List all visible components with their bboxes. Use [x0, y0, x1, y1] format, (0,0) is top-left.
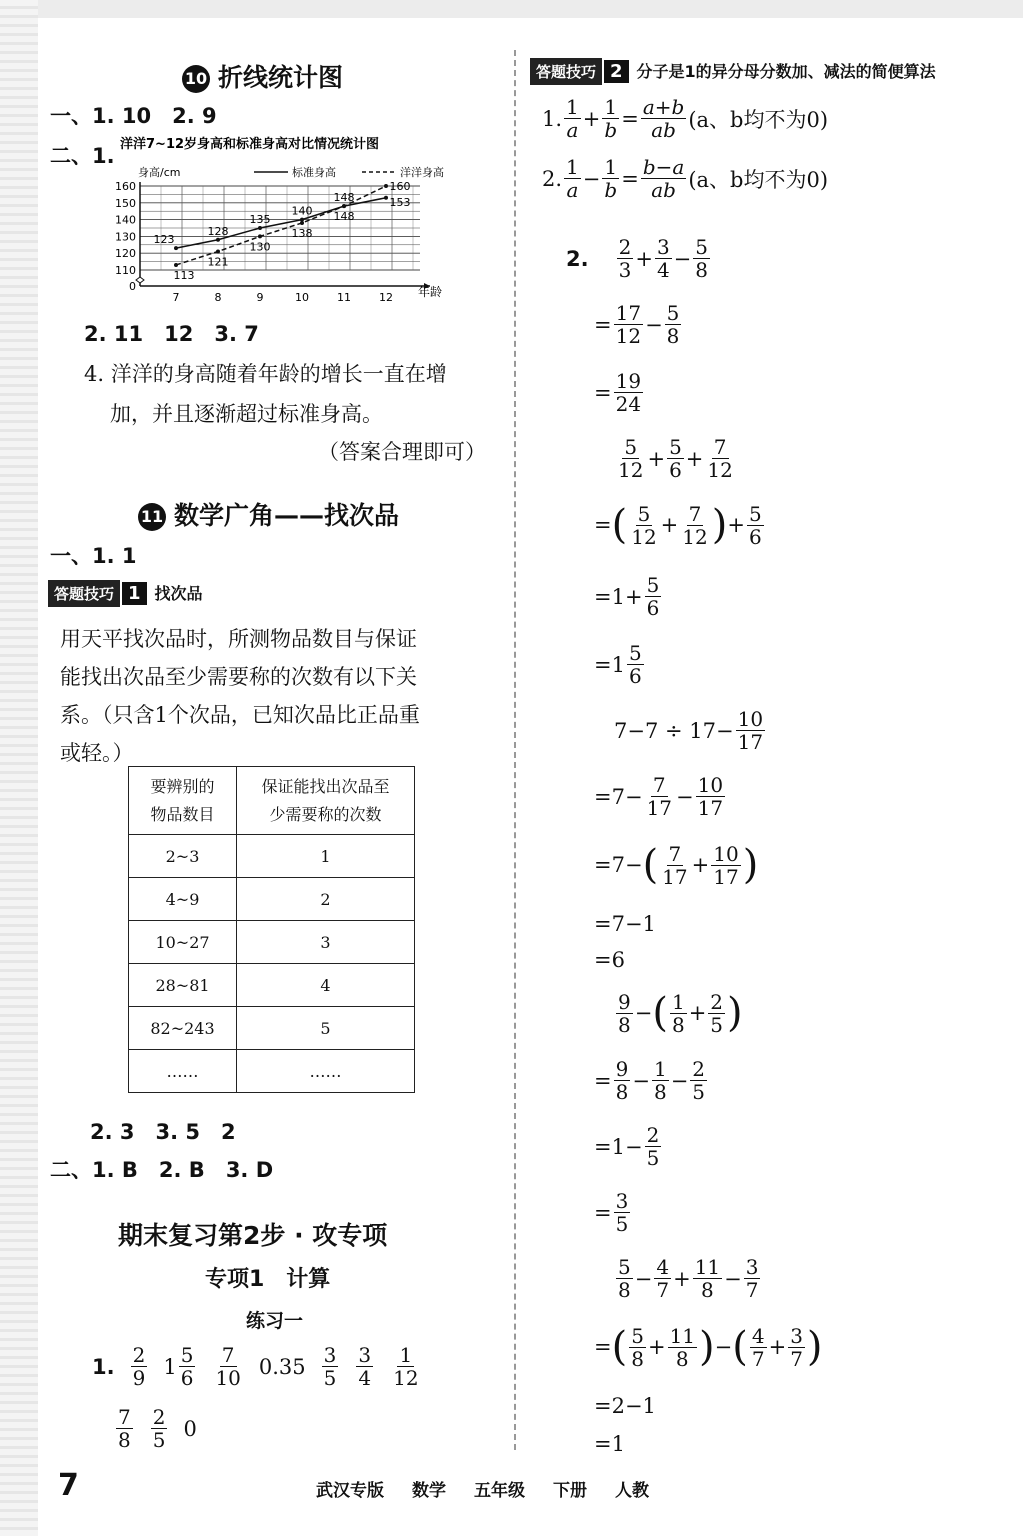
- answer-note: （答案合理即可）: [318, 440, 486, 464]
- x-axis-label: 年龄: [418, 285, 443, 299]
- data-label: 130: [249, 240, 271, 254]
- page-number: 7: [58, 1468, 79, 1503]
- y-tick-label: 160: [115, 180, 136, 193]
- table-row: 82~243 5: [129, 1007, 415, 1050]
- q2-expression-1: 2. $\frac{2}{3}$ + $\frac{3}{4}$ − $\frac{5}{8}$: [566, 235, 709, 282]
- data-point: [174, 263, 178, 267]
- y-tick-label: 150: [115, 196, 136, 210]
- data-label: 153: [389, 195, 411, 209]
- y-tick-label: 110: [115, 264, 136, 277]
- y-tick-label: 130: [115, 230, 136, 244]
- y-axis-label: 身高/cm: [138, 166, 181, 179]
- fraction: $\frac{2}{5}$: [152, 1405, 166, 1452]
- section-11-title: 11 数学广角——找次品: [138, 496, 399, 532]
- q2-expression-4: $\frac{9}{8}$ − ( $\frac{1}{8}$ + $\frac{2}{5}$ ): [618, 989, 743, 1037]
- table-row: 2~3 1: [129, 835, 415, 878]
- tip-box-1: 答题技巧 1 找次品: [48, 580, 203, 607]
- step: = $\frac{17}{12}$ − $\frac{5}{8}$: [594, 301, 680, 348]
- x-tick-label: 12: [379, 291, 393, 304]
- answer-line: 二、1. B 2. B 3. D: [50, 1158, 274, 1182]
- column-divider: [514, 50, 516, 1450]
- section-number-badge: 10: [182, 65, 210, 93]
- x-tick-label: 11: [337, 291, 351, 304]
- step: =1: [594, 1432, 625, 1456]
- x-tick-label: 10: [295, 291, 309, 304]
- step: = $\frac{9}{8}$ − $\frac{1}{8}$ − $\frac{2}{5}$: [594, 1057, 706, 1104]
- axis-break: [136, 277, 144, 283]
- data-point: [258, 226, 262, 230]
- data-point: [258, 234, 262, 238]
- answer-line: 一、1. 1: [50, 544, 137, 568]
- data-point: [300, 221, 304, 225]
- legend-yangyang: 洋洋身高: [400, 166, 444, 179]
- footer-info: 武汉专版 数学 五年级 下册 人教: [316, 1481, 649, 1501]
- tip-box-2: 答题技巧 2 分子是1的异分母分数加、减法的简便算法: [530, 58, 936, 85]
- step: =7− $\frac{7}{17}$ − $\frac{10}{17}$: [594, 773, 724, 820]
- section-number-badge: 11: [138, 503, 166, 531]
- fraction: $\frac{7}{8}$: [118, 1405, 131, 1452]
- top-band: [0, 0, 1023, 18]
- fraction: $\frac{7}{10}$: [215, 1343, 241, 1390]
- table-row: 4~9 2: [129, 878, 415, 921]
- section-10-title: 10 折线统计图: [182, 58, 343, 94]
- step: = $\frac{19}{24}$: [594, 369, 642, 416]
- decorative-border: [0, 0, 38, 1536]
- q1-answers: 1. $\frac{2}{9}$ 1 $\frac{5}{6}$ $\frac{7}{10}$ 0.35 $\frac{3}{5}$ $\frac{3}{4}$ $\frac{1}{12}$: [92, 1343, 419, 1390]
- special-title: 专项1 计算: [205, 1267, 331, 1292]
- q2-expression-2: $\frac{5}{12}$ + $\frac{5}{6}$ + $\frac{7}{12}$: [618, 435, 733, 482]
- data-label: 140: [291, 204, 313, 218]
- table-row: 28~81 4: [129, 964, 415, 1007]
- fraction: $\frac{1}{12}$: [393, 1343, 419, 1390]
- data-point: [174, 246, 178, 250]
- x-tick-label: 7: [172, 291, 180, 304]
- data-point: [384, 184, 388, 188]
- table-header: 要辨别的 物品数目: [129, 767, 237, 835]
- fraction: $\frac{3}{5}$: [323, 1343, 337, 1390]
- data-label: 135: [249, 213, 271, 226]
- line-chart: [100, 130, 460, 305]
- y-tick-label: 120: [115, 247, 136, 261]
- fraction: $\frac{2}{9}$: [132, 1343, 146, 1390]
- legend-standard: 标准身高: [292, 166, 336, 179]
- step: = ( $\frac{5}{8}$ + $\frac{11}{8}$ ) − ( $\frac{4}{7}$ + $\frac{3}{7}$ ): [594, 1323, 823, 1371]
- practice-title: 练习一: [246, 1310, 304, 1332]
- answer-4-line2: 加，并且逐渐超过标准身高。: [110, 402, 383, 426]
- chart-title: 洋洋7~12岁身高和标准身高对比情况统计图: [120, 137, 380, 152]
- q2-expression-3: 7−7 ÷ 17− $\frac{10}{17}$: [614, 707, 764, 754]
- x-tick-label: 8: [214, 291, 222, 304]
- chart-series: [154, 180, 411, 282]
- step: = $\frac{3}{5}$: [594, 1189, 629, 1236]
- step: = ( $\frac{5}{12}$ + $\frac{7}{12}$ ) + $\frac{5}{6}$: [594, 501, 762, 549]
- answer-line: 2. 3 3. 5 2: [90, 1120, 236, 1144]
- data-label: 113: [173, 268, 195, 282]
- data-label: 123: [153, 233, 175, 247]
- step: =7−1: [594, 912, 656, 936]
- defect-table: [128, 766, 415, 1093]
- data-label: 121: [207, 255, 229, 269]
- answer-line: 2. 11 12 3. 7: [84, 322, 259, 346]
- rule-2: 2. $\frac{1}{a}$ − $\frac{1}{b}$ = $\frac{b-a}{ab}$ (a、b均不为0): [542, 155, 829, 202]
- step: =7− ( $\frac{7}{17}$ + $\frac{10}{17}$ ): [594, 841, 759, 889]
- review-title: 期末复习第2步 · 攻专项: [118, 1221, 388, 1250]
- series-line: [176, 198, 386, 248]
- answer-line: 一、1. 10 2. 9: [50, 104, 217, 128]
- y-tick-label: 0: [129, 280, 136, 293]
- step: =1 $\frac{5}{6}$: [594, 641, 642, 688]
- table-row: 10~27 3: [129, 921, 415, 964]
- rule-1: 1. $\frac{1}{a}$ + $\frac{1}{b}$ = $\frac{a+b}{ab}$ (a、b均不为0): [542, 95, 829, 142]
- table-row: …… ……: [129, 1050, 415, 1093]
- data-point: [216, 250, 220, 254]
- q2-expression-5: $\frac{5}{8}$ − $\frac{4}{7}$ + $\frac{11}{8}$ − $\frac{3}{7}$: [618, 1255, 759, 1302]
- data-label: 128: [207, 224, 229, 238]
- data-label: 148: [333, 210, 355, 224]
- step: =1− $\frac{2}{5}$: [594, 1123, 660, 1170]
- tip-1-body: 用天平找次品时，所测物品数目与保证 能找出次品至少需要称的次数有以下关 系。（只含1个次品，已知次品比正品重 或轻。）: [60, 627, 420, 765]
- data-point: [216, 238, 220, 242]
- data-label: 148: [333, 191, 355, 205]
- data-label: 160: [389, 180, 411, 193]
- y-tick-label: 140: [115, 213, 136, 227]
- step: =1+ $\frac{5}{6}$: [594, 573, 660, 620]
- step: =6: [594, 948, 625, 972]
- answer-label: 二、1.: [50, 144, 115, 168]
- answer-4-line1: 4. 洋洋的身高随着年龄的增长一直在增: [84, 362, 447, 386]
- x-tick-label: 9: [256, 291, 264, 304]
- data-point: [384, 196, 388, 200]
- fraction: $\frac{3}{4}$: [358, 1343, 372, 1390]
- q1-answers-cont: $\frac{7}{8}$ $\frac{2}{5}$ 0: [118, 1405, 197, 1452]
- step: =2−1: [594, 1394, 656, 1418]
- data-point: [342, 204, 346, 208]
- table-header: 保证能找出次品至 少需要称的次数: [237, 767, 415, 835]
- data-label: 138: [291, 226, 313, 240]
